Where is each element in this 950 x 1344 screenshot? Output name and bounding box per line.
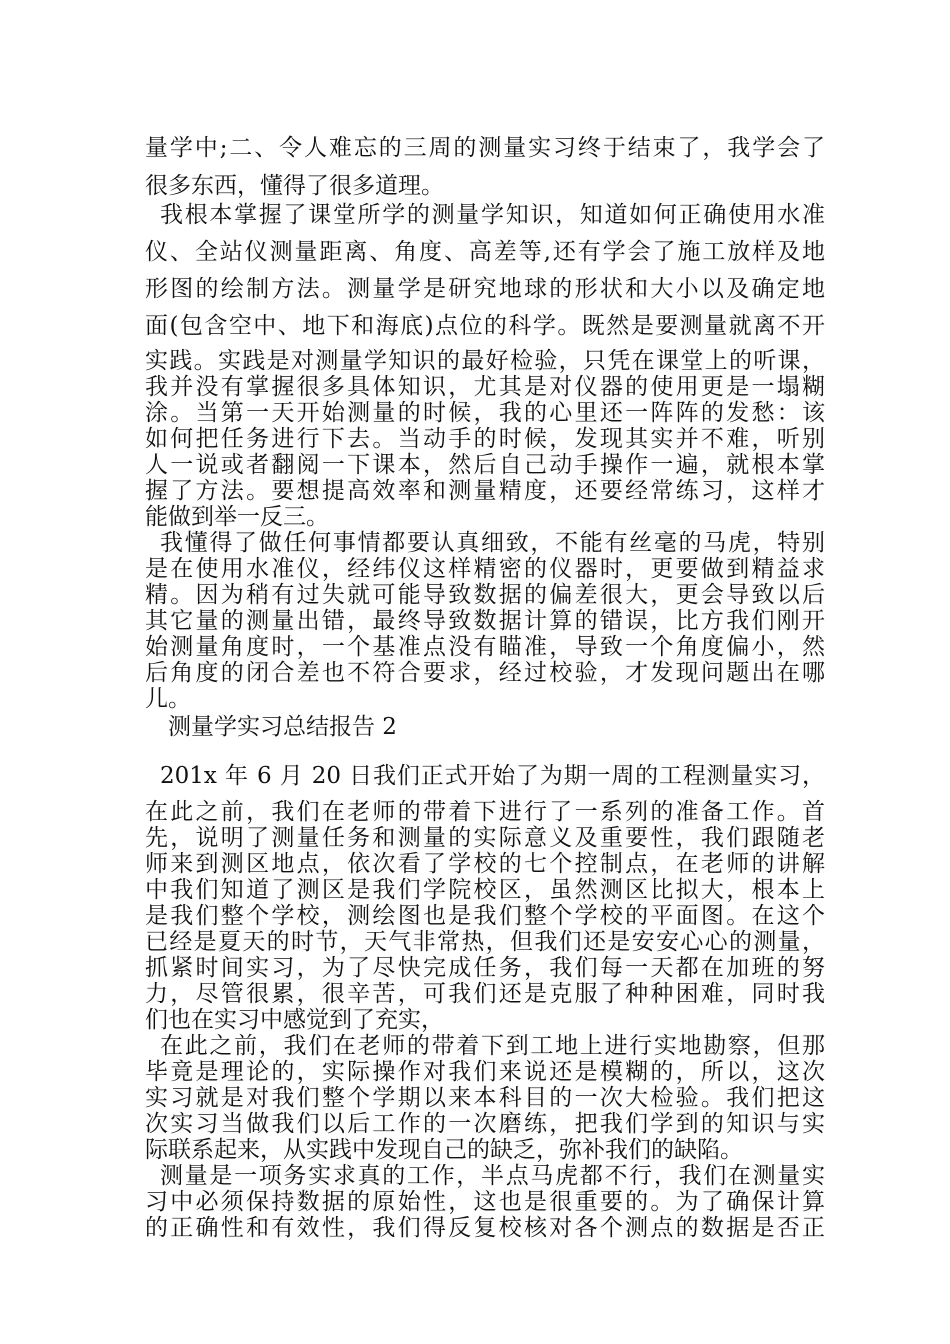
text-line: 测量是一项务实求真的工作，半点马虎都不行，我们在测量实 [160, 1163, 825, 1189]
text-line: 精。因为稍有过失就可能导致数据的偏差很大，更会导致以后 [145, 582, 825, 608]
text-line: 我懂得了做任何事情都要认真细致，不能有丝毫的马虎，特别 [160, 530, 825, 556]
text-line: 很多东西，懂得了很多道理。 [145, 173, 444, 199]
text-line: 实习就是对我们整个学期以来本科目的一次大检验。我们把这 [145, 1085, 825, 1111]
text-line: 中我们知道了测区是我们学院校区，虽然测区比拟大，根本上 [145, 877, 825, 903]
text-line: 已经是夏天的时节，天气非常热，但我们还是安安心心的测量， [145, 929, 825, 955]
text-line: 们也在实习中感觉到了充实， [145, 1007, 444, 1033]
text-line: 是在使用水准仪，经纬仪这样精密的仪器时，更要做到精益求 [145, 556, 825, 582]
text-line: 其它量的测量出错，最终导致数据计算的错误，比方我们刚开 [145, 608, 825, 634]
text-line: 我根本掌握了课堂所学的测量学知识，知道如何正确使用水准 [160, 202, 825, 228]
text-line: 师来到测区地点，依次看了学校的七个控制点，在老师的讲解 [145, 851, 825, 877]
text-line: 人一说或者翻阅一下课本，然后自己动手操作一遍，就根本掌 [145, 452, 825, 478]
text-line: 面(包含空中、地下和海底)点位的科学。既然是要测量就离不开 [145, 313, 825, 339]
text-line: 际联系起来，从实践中发现自己的缺乏，弥补我们的缺陷。 [145, 1137, 743, 1163]
section-heading: 测量学实习总结报告 2 [168, 714, 397, 740]
text-line: 如何把任务进行下去。当动手的时候，发现其实并不难，听别 [145, 426, 825, 452]
text-line: 是我们整个学校，测绘图也是我们整个学校的平面图。在这个 [145, 903, 825, 929]
text-line: 能做到举一反三。 [145, 504, 329, 530]
text-line: 习中必须保持数据的原始性，这也是很重要的。为了确保计算 [145, 1189, 825, 1215]
text-line: 仪、全站仪测量距离、角度、高差等,还有学会了施工放样及地 [145, 239, 825, 265]
text-line: 始测量角度时，一个基准点没有瞄准，导致一个角度偏小，然 [145, 634, 825, 660]
text-line: 量学中;二、令人难忘的三周的测量实习终于结束了，我学会了 [145, 135, 825, 161]
text-line: 201x 年 6 月 20 日我们正式开始了为期一周的工程测量实习， [160, 763, 825, 789]
text-line: 先，说明了测量任务和测量的实际意义及重要性，我们跟随老 [145, 825, 825, 851]
text-line: 儿。 [145, 686, 191, 712]
text-line: 涂。当第一天开始测量的时候，我的心里还一阵阵的发愁：该 [145, 400, 825, 426]
text-line: 形图的绘制方法。测量学是研究地球的形状和大小以及确定地 [145, 276, 825, 302]
text-line: 握了方法。要想提高效率和测量精度，还要经常练习，这样才 [145, 478, 825, 504]
text-line: 在此之前，我们在老师的带着下进行了一系列的准备工作。首 [145, 799, 825, 825]
text-line: 的正确性和有效性，我们得反复校核对各个测点的数据是否正 [145, 1215, 825, 1241]
text-line: 在此之前，我们在老师的带着下到工地上进行实地勘察，但那 [160, 1033, 825, 1059]
text-line: 后角度的闭合差也不符合要求，经过校验，才发现问题出在哪 [145, 660, 825, 686]
text-line: 实践。实践是对测量学知识的最好检验，只凭在课堂上的听课， [145, 348, 825, 374]
text-line: 抓紧时间实习，为了尽快完成任务，我们每一天都在加班的努 [145, 955, 825, 981]
text-line: 毕竟是理论的，实际操作对我们来说还是模糊的，所以，这次 [145, 1059, 825, 1085]
text-line: 力，尽管很累，很辛苦，可我们还是克服了种种困难，同时我 [145, 981, 825, 1007]
text-line: 次实习当做我们以后工作的一次磨练，把我们学到的知识与实 [145, 1111, 825, 1137]
text-line: 我并没有掌握很多具体知识，尤其是对仪器的使用更是一塌糊 [145, 374, 825, 400]
